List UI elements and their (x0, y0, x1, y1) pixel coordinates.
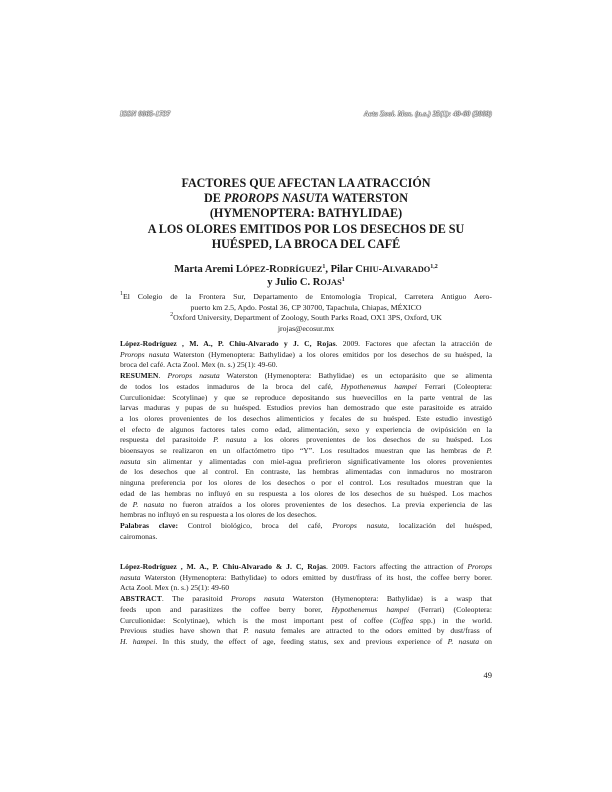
issn: ISSN 0065-1737 (120, 110, 171, 118)
citation-line: López-Rodríguez , M. A., P. Chiu-Alvarado & J. C, Rojas. 2009. Factors affecting the attraction of Prorops (120, 562, 492, 571)
citation-line: broca del café. Acta Zool. Mex (n. s.) 25(1): 49-60. (120, 360, 278, 370)
title-line: FACTORES QUE AFECTAN LA ATRACCIÓN (181, 176, 431, 190)
abstract-line: edad de las hembras no influyó en su respuesta a los olores de los desechos de su huésped. Los machos (120, 488, 492, 498)
article-title (120, 176, 492, 252)
abstract-line: ninguna preferencia por los olores de los desechos o por el control. Los resultados muestran que la (120, 478, 492, 488)
abstract-line: de todos los estados inmaduros de la broca del café, Hypothenemus hampei Ferrari (Coleoptera: (120, 381, 492, 391)
running-header (120, 110, 492, 122)
abstract-line: Previous studies have shown that P. nasuta females are attracted to the odors emitted by dust/frass of (120, 626, 492, 636)
resumen-label: RESUMEN (120, 371, 159, 381)
citation-line: Acta Zool. Mex (n. s.) 25(1): 49-60 (120, 583, 230, 593)
abstract-line: de P. nasuta no fueron atraídos a los olores provenientes de los desechos. La previa experiencia de las (120, 499, 492, 509)
abstract-line: de los desechos que al control. En contraste, las hembras alimentadas con inmaduros no mostraron (120, 467, 492, 477)
title-line: HUÉSPED, LA BROCA DEL CAFÉ (211, 236, 401, 251)
citation-line: Prorops nasuta Waterston (Hymenoptera: Bathylidae) a los olores emitidos por los desechos de su huésped, la (120, 349, 492, 359)
species-name: PROROPS NASUTA (223, 191, 330, 206)
citation-line: López-Rodríguez , M. A., P. Chiu-Alvarado y J. C, Rojas. 2009. Factores que afectan la atracción de (120, 339, 492, 348)
resumen-block (120, 339, 492, 542)
abstract-line: respuesta del parasitoide P. nasuta a los olores provenientes de los desechos de su huésped. Los (120, 435, 492, 445)
title-line: DE PROROPS NASUTA WATERSTON (204, 191, 408, 206)
abstract-block (120, 562, 492, 648)
abstract-line: ABSTRACT. The parasitoid Prorops nasuta Waterston (Hymenoptera: Bathylidae) is a wasp that (120, 594, 492, 604)
keywords-label: Palabras clave: (120, 520, 179, 530)
authors-line: Marta Aremi LÓPEZ-RODRÍGUEZ$^1$, Pilar CHIU-ALVARADO$^{1,2}$ (174, 264, 438, 275)
affiliations (120, 292, 492, 334)
abstract-line: RESUMEN. Prorops nasuta Waterston (Hymenoptera: Bathylidae) es un ectoparásito que se alimenta (120, 371, 492, 381)
page-number: 49 (483, 670, 492, 680)
abstract-line: bioensayos se realizaron en un olfactómetro tipo “Y”. Los resultados muestran que las hembras de P. (120, 446, 492, 456)
keywords-line: cairomonas. (120, 531, 158, 541)
affiliation-line: $^1$El Colegio de la Frontera Sur, Departamento de Entomología Tropical, Carretera Antiguo Aero- (120, 291, 492, 301)
journal-citation: Acta Zool. Mex. (n.s.) 25(1): 49-60 (2009) (364, 110, 492, 118)
abstract-line: a los olores provenientes de los desechos alimenticios y fecales de su huésped. Este estudio investigó (120, 413, 492, 423)
title-line: (HYMENOPTERA: BATHYLIDAE) (209, 206, 403, 221)
abstract-label: ABSTRACT (120, 594, 162, 604)
keywords-line: Palabras clave: Control biológico, broca del café, Prorops nasuta, localización del huésped, (120, 520, 492, 530)
author-list (120, 263, 492, 289)
email: jrojas@ecosur.mx (277, 323, 335, 333)
authors-line: y Julio C. ROJAS$^1$ (267, 277, 345, 288)
abstract-line: el efecto de algunos factores tales como edad, alimentación, sexo y experiencia de ovipósición en la (120, 424, 492, 434)
title-line: A LOS OLORES EMITIDOS POR LOS DESECHOS DE SU (147, 221, 465, 236)
citation-line: nasuta Waterston (Hymenoptera: Bathylidae) to odors emitted by dust/frass of its host, the coffee berry borer. (120, 572, 492, 582)
abstract-line: feeds upon and parasitizes the coffee berry borer, Hypothenemus hampei (Ferrari) (Coleoptera: (120, 604, 492, 614)
affiliation-line: puerto km 2.5, Apdo. Postal 36, CP 30700, Tapachula, Chiapas, MÉXICO (190, 302, 422, 312)
affiliation-line: $^2$Oxford University, Department of Zoology, South Parks Road, OX1 3PS, Oxford, UK (170, 312, 442, 323)
abstract-line: nasuta sin alimentar y alimentadas con miel-agua prefirieron significativamente los olores provenientes (120, 456, 492, 466)
abstract-line: Curculionidae: Scotylinae) y que se reproduce depositando sus huevecillos en la parte ventral de las (120, 392, 492, 402)
abstract-line: larvas maduras y pupas de su huésped. Estudios previos han demostrado que este parasitoide es atraído (120, 403, 492, 413)
abstract-line: hembras no influyó en su respuesta a los olores de los desechos. (120, 510, 317, 520)
abstract-line: Curculionidae: Scolytinae), which is the most important pest of coffee (Coffea spp.) in the world. (120, 615, 492, 625)
abstract-line: H. hampei. In this study, the effect of age, feeding status, sex and previous experience of P. nasuta on (120, 636, 492, 646)
